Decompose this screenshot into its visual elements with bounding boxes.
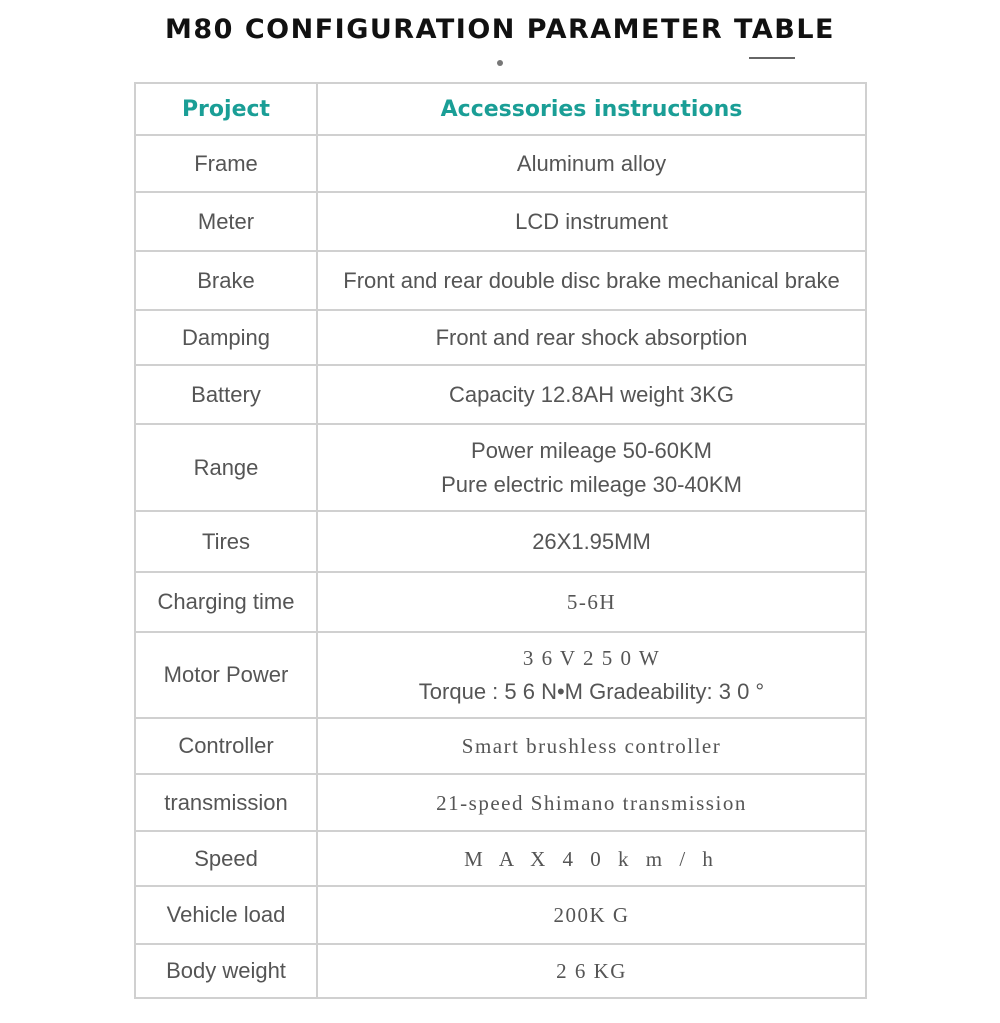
instruction-line: Aluminum alloy <box>516 150 667 176</box>
instruction-line: 5-6H <box>566 590 617 614</box>
instruction-line: Smart brushless controller <box>461 734 722 758</box>
instruction-line: Capacity 12.8AH weight 3KG <box>449 381 734 407</box>
instruction-cell <box>317 192 866 251</box>
table-row <box>135 192 866 251</box>
header-instructions: Accessories instructions <box>317 83 866 135</box>
project-cell: Tires <box>135 511 317 572</box>
instruction-cell <box>317 365 866 424</box>
instruction-cell <box>317 310 866 365</box>
instruction-cell <box>317 774 866 831</box>
instruction-cell <box>317 718 866 774</box>
instruction-line: M A X 4 0 k m / h <box>464 846 719 871</box>
project-cell: Range <box>135 424 317 511</box>
instruction-cell <box>317 424 866 511</box>
project-cell: Motor Power <box>135 632 317 718</box>
instruction-line: LCD instrument <box>515 208 668 234</box>
instruction-cell <box>317 831 866 886</box>
page-title: M80 CONFIGURATION PARAMETER TABLE <box>165 14 835 45</box>
instruction-line: Torque : 5 6 N•M Gradeability: 3 0 ° <box>418 679 765 704</box>
instruction-line: 2 6 KG <box>556 959 627 983</box>
instruction-cell <box>317 251 866 310</box>
project-cell: Frame <box>135 135 317 192</box>
table-row <box>135 886 866 944</box>
project-cell: Controller <box>135 718 317 774</box>
project-cell: Battery <box>135 365 317 424</box>
instruction-line: 200K G <box>553 903 630 927</box>
table-row <box>135 310 866 365</box>
parameter-table <box>134 82 867 999</box>
header-project: Project <box>135 83 317 135</box>
project-cell: Charging time <box>135 572 317 632</box>
project-cell: transmission <box>135 774 317 831</box>
table-header-row <box>135 83 866 135</box>
instruction-cell <box>317 944 866 998</box>
project-cell: Damping <box>135 310 317 365</box>
table-row <box>135 365 866 424</box>
instruction-line: 3 6 V 2 5 0 W <box>522 646 661 670</box>
table-row <box>135 424 866 511</box>
project-cell: Speed <box>135 831 317 886</box>
instruction-line: 21-speed Shimano transmission <box>436 790 747 815</box>
table-row <box>135 135 866 192</box>
instruction-line: 26X1.95MM <box>532 528 651 554</box>
table-row <box>135 831 866 886</box>
decorative-underline <box>749 57 795 59</box>
table-row <box>135 774 866 831</box>
instruction-cell <box>317 572 866 632</box>
instruction-line: Front and rear double disc brake mechanical brake <box>343 267 840 293</box>
instruction-line: Front and rear shock absorption <box>435 324 748 350</box>
instruction-line: Power mileage 50-60KM <box>471 437 712 463</box>
table-row <box>135 718 866 774</box>
table-row <box>135 511 866 572</box>
project-cell: Vehicle load <box>135 886 317 944</box>
instruction-cell <box>317 886 866 944</box>
instruction-cell <box>317 135 866 192</box>
project-cell: Body weight <box>135 944 317 998</box>
table-row <box>135 251 866 310</box>
table-row <box>135 632 866 718</box>
table-row <box>135 944 866 998</box>
instruction-cell <box>317 632 866 718</box>
project-cell: Meter <box>135 192 317 251</box>
table-row <box>135 572 866 632</box>
instruction-line: Pure electric mileage 30-40KM <box>441 471 742 497</box>
project-cell: Brake <box>135 251 317 310</box>
decorative-dot <box>497 60 503 66</box>
instruction-cell <box>317 511 866 572</box>
